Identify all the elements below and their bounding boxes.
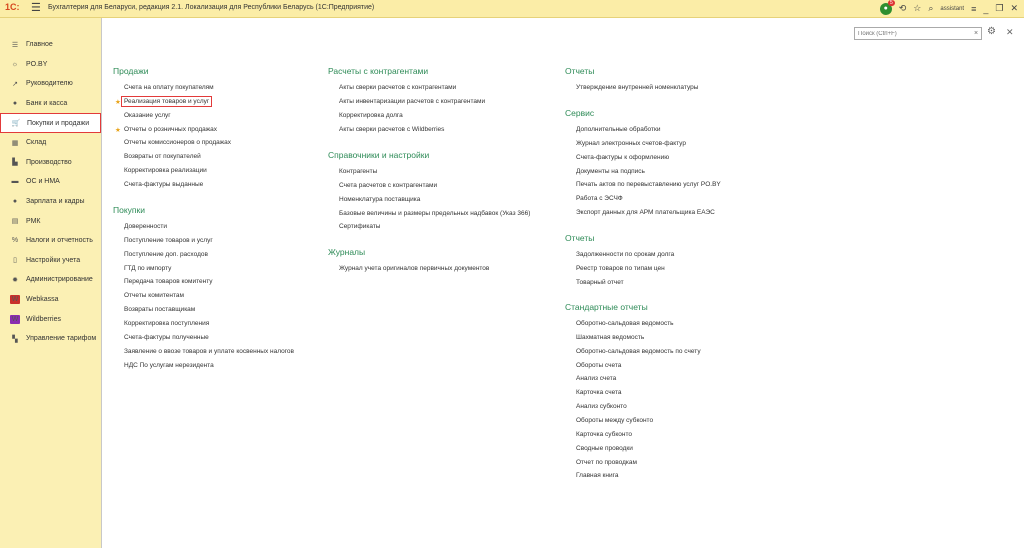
sidebar-item[interactable] [0,113,101,133]
nav-link[interactable]: ГТД по импорту [124,264,172,272]
nav-link[interactable]: Акты сверки расчетов с контрагентами [339,84,457,91]
sidebar-item[interactable] [0,55,101,75]
sun-icon: ☼ [11,60,19,68]
section-title: Расчеты с контрагентами [328,66,429,76]
nav-link[interactable]: Номенклатура поставщика [339,195,421,203]
nav-link[interactable]: Возвраты поставщикам [124,306,196,314]
sidebar-item-label: Главное [26,41,53,49]
nav-link[interactable]: Счета на оплату покупателям [124,84,214,91]
nav-link[interactable]: Счета-фактуры к оформлению [576,153,670,161]
sidebar-item[interactable] [0,192,101,212]
favorite-star-icon[interactable]: ★ [115,126,121,134]
main-menu-icon[interactable]: ☰ [31,2,41,14]
sidebar-item-label: Руководителю [26,80,73,88]
cart-icon: 🛒 [11,120,21,128]
nav-link[interactable]: Задолженности по срокам долга [576,251,675,258]
sidebar [0,18,102,548]
factory-icon: ▙ [12,159,18,167]
nav-link[interactable]: Реализация товаров и услуг [121,96,212,107]
wildberries-icon: W [11,315,19,323]
section-title: Отчеты [565,233,595,243]
sidebar-item-label: Wildberries [26,315,62,323]
minimize-icon[interactable]: _ [983,3,989,14]
percent-icon: % [11,237,19,245]
section-title: Справочники и настройки [328,150,430,160]
search-clear-icon[interactable]: × [973,30,979,37]
nav-link[interactable]: Главная книга [576,472,619,480]
search-input[interactable] [854,27,982,40]
sidebar-item[interactable] [0,35,101,55]
sidebar-item[interactable] [0,172,101,192]
nav-link[interactable]: Работа с ЭСЧФ [576,195,623,203]
section-title: Стандартные отчеты [565,302,648,312]
app-logo: 1С: [5,2,20,12]
settings-menu-icon[interactable]: ≡ [971,3,977,14]
section-title: Покупки [113,205,145,215]
sidebar-item[interactable] [0,251,101,271]
sidebar-item[interactable] [0,211,101,231]
search-icon[interactable]: ⌕ [928,3,934,13]
sidebar-item-label: Склад [26,139,47,147]
titlebar-controls [880,1,1018,16]
notifications-badge: 5 [889,0,893,6]
nav-link[interactable]: Сводные проводки [576,444,633,452]
section-title: Продажи [113,66,149,76]
window-title: Бухгалтерия для Беларуси, редакция 2.1. Локализация для Республики Беларусь (1С:Предприятие) [48,4,375,11]
nav-link[interactable]: Отчет по проводкам [576,458,638,466]
menu-lines-icon: ☰ [11,41,19,49]
nav-link[interactable]: Документы на подпись [576,167,645,175]
nav-link[interactable]: Анализ счета [576,375,617,383]
nav-link[interactable]: Акты сверки расчетов с Wildberries [339,125,445,133]
nav-link[interactable]: Акты инвентаризации расчетов с контрагентами [339,97,486,105]
nav-link[interactable]: Корректировка долга [339,111,403,119]
document-icon: ▯ [13,257,17,265]
sidebar-item-label: Банк и касса [26,100,68,108]
nav-link[interactable]: Обороты между субконто [576,416,654,424]
nav-link[interactable]: Поступление доп. расходов [124,250,208,258]
gear-icon[interactable]: ⚙ [987,26,996,37]
register-icon: ▤ [11,218,19,226]
sidebar-item-label: Покупки и продажи [27,119,90,127]
nav-link[interactable]: Доверенности [124,223,167,230]
nav-link[interactable]: Сертификаты [339,223,381,231]
nav-link[interactable]: Товарный отчет [576,278,624,286]
restore-icon[interactable]: ❐ [995,3,1004,13]
gear-icon: ✹ [12,276,18,284]
nav-link[interactable]: Счета расчетов с контрагентами [339,181,438,189]
nav-link[interactable]: Реестр товаров по типам цен [576,264,665,272]
sidebar-item-label: РМК [26,217,41,225]
nav-link[interactable]: Шахматная ведомость [576,333,645,341]
sidebar-item-label: Налоги и отчетность [26,237,93,245]
nav-link[interactable]: Оборотно-сальдовая ведомость по счету [576,347,701,355]
sidebar-item-label: Зарплата и кадры [26,198,85,206]
sidebar-item-label: Производство [26,158,72,166]
favorite-star-icon[interactable]: ★ [115,98,121,106]
nav-link[interactable]: Обороты счета [576,361,622,369]
nav-link[interactable]: Отчеты комитентам [124,292,185,300]
nav-link[interactable]: Журнал электронных счетов-фактур [576,139,686,147]
nav-link[interactable]: Утверждение внутренней номенклатуры [576,84,699,91]
nav-link[interactable]: Корректировка реализации [124,167,207,175]
nav-link[interactable]: Экспорт данных для АРМ плательщика ЕАЭС [576,209,715,217]
nav-link[interactable]: НДС По услугам нерезидента [124,361,214,369]
nav-link[interactable]: Счета-фактуры выданные [124,180,204,188]
sidebar-item-label: PO.BY [26,60,48,68]
nav-link[interactable]: Базовые величины и размеры предельных надбавок (Указ 366) [339,209,531,217]
nav-link[interactable]: Возвраты от покупателей [124,153,201,161]
sidebar-item[interactable] [0,290,101,310]
section-title: Журналы [328,247,366,257]
sidebar-list [0,35,101,349]
sidebar-item[interactable] [0,94,101,114]
nav-link[interactable]: Оборотно-сальдовая ведомость [576,320,674,327]
nav-link[interactable]: Заявление о ввозе товаров и уплате косвенных налогов [124,347,295,355]
title-bar [0,0,1024,18]
sidebar-item[interactable] [0,133,101,153]
sidebar-item-label: ОС и НМА [26,178,60,186]
nav-link[interactable]: Оказание услуг [124,111,171,119]
trend-icon: ↗ [12,80,18,88]
sidebar-item[interactable] [0,329,101,349]
nav-link[interactable]: Дополнительные обработки [576,126,661,133]
sidebar-item-label: Настройки учета [26,256,81,264]
section-title: Сервис [565,108,595,118]
nav-link[interactable]: Корректировка поступления [124,319,210,327]
nav-link[interactable]: Передача товаров комитенту [124,278,213,286]
nav-link[interactable]: Контрагенты [339,168,378,175]
sidebar-item[interactable] [0,153,101,173]
tariff-icon: ▚ [12,335,18,343]
sidebar-item[interactable] [0,270,101,290]
sidebar-item-label: Webkassa [26,296,59,304]
close-icon[interactable]: ✕ [1006,27,1014,37]
section-title: Отчеты [565,66,595,76]
sidebar-item-label: Управление тарифом [26,335,97,343]
nav-link[interactable]: Карточка субконто [576,430,632,438]
sidebar-item[interactable] [0,309,101,329]
truck-icon: ▬ [11,178,19,186]
nav-link[interactable]: Анализ субконто [576,403,627,411]
warehouse-icon: ▦ [11,139,19,147]
coin-icon: ● [12,100,18,108]
nav-link[interactable]: Счета-фактуры полученные [124,333,209,341]
sidebar-item[interactable] [0,74,101,94]
nav-link[interactable]: Отчеты о розничных продажах [124,125,217,133]
nav-link[interactable]: Карточка счета [576,389,622,397]
sidebar-item-label: Администрирование [26,276,93,284]
close-window-icon[interactable]: ✕ [1010,3,1018,13]
nav-link[interactable]: Журнал учета оригиналов первичных документов [339,265,490,272]
webkassa-icon: W [11,296,19,304]
history-icon[interactable]: ⟲ [898,3,907,13]
nav-link[interactable]: Печать актов по перевыставлению услуг PO.BY [576,181,721,189]
notifications-icon[interactable]: ● 5 [880,3,892,15]
nav-link[interactable]: Поступление товаров и услуг [124,236,213,244]
sidebar-item[interactable] [0,231,101,251]
favorites-star-icon[interactable]: ☆ [913,3,922,13]
person-icon: ● [12,198,18,206]
nav-link[interactable]: Отчеты комиссионеров о продажах [124,139,231,147]
user-name[interactable]: assistant [940,5,965,12]
